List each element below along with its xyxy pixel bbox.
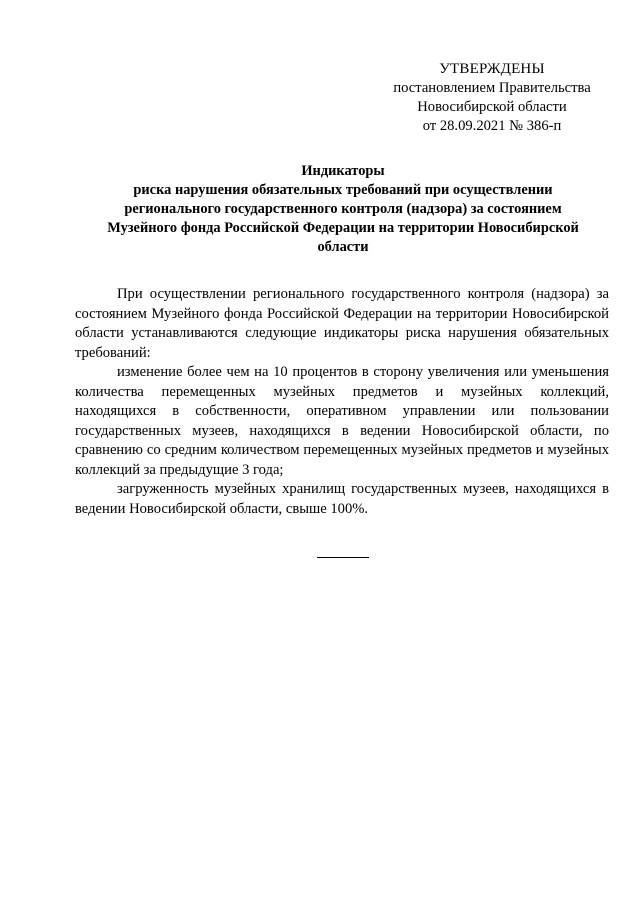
indicator-paragraph-2: загруженность музейных хранилищ государственных музеев, находящихся в ведении Новосибирской области, свыше 100%. [75,481,609,517]
indicator-paragraph-1: изменение более чем на 10 процентов в сторону увеличения или уменьшения количества перемещенных музейных предметов и музейных коллекций, находящихся в собственности, оперативном управлении или пользовании государственных музеев, находящихся в ведении Новосибирской области, по сравнению со средним количеством перемещенных музейных предметов и музейных коллекций за предыдущие 3 года; [75,364,609,478]
title-line-5: области [317,239,369,255]
title-line-3: регионального государственного контроля (надзора) за состоянием [124,201,562,217]
intro-paragraph: При осуществлении регионального государственного контроля (надзора) за состоянием Музейного фонда Российской Федерации на территории Новосибирской области устанавливаются следующие индикаторы риска нарушения обязательных требований: [75,286,609,361]
document-body [75,285,609,519]
end-separator-line [317,557,369,558]
title-line-2: риска нарушения обязательных требований при осуществлении [133,182,553,198]
title-line-4: Музейного фонда Российской Федерации на территории Новосибирской [107,220,579,236]
title-line-1: Индикаторы [301,163,385,179]
approval-heading: УТВЕРЖДЕНЫ [439,61,545,77]
document-title [78,162,608,257]
approval-block [372,60,612,136]
approval-resolution-line: постановлением Правительства [393,80,591,96]
approval-date-number-line: от 28.09.2021 № 386-п [422,118,562,134]
approval-region-line: Новосибирской области [417,99,567,115]
